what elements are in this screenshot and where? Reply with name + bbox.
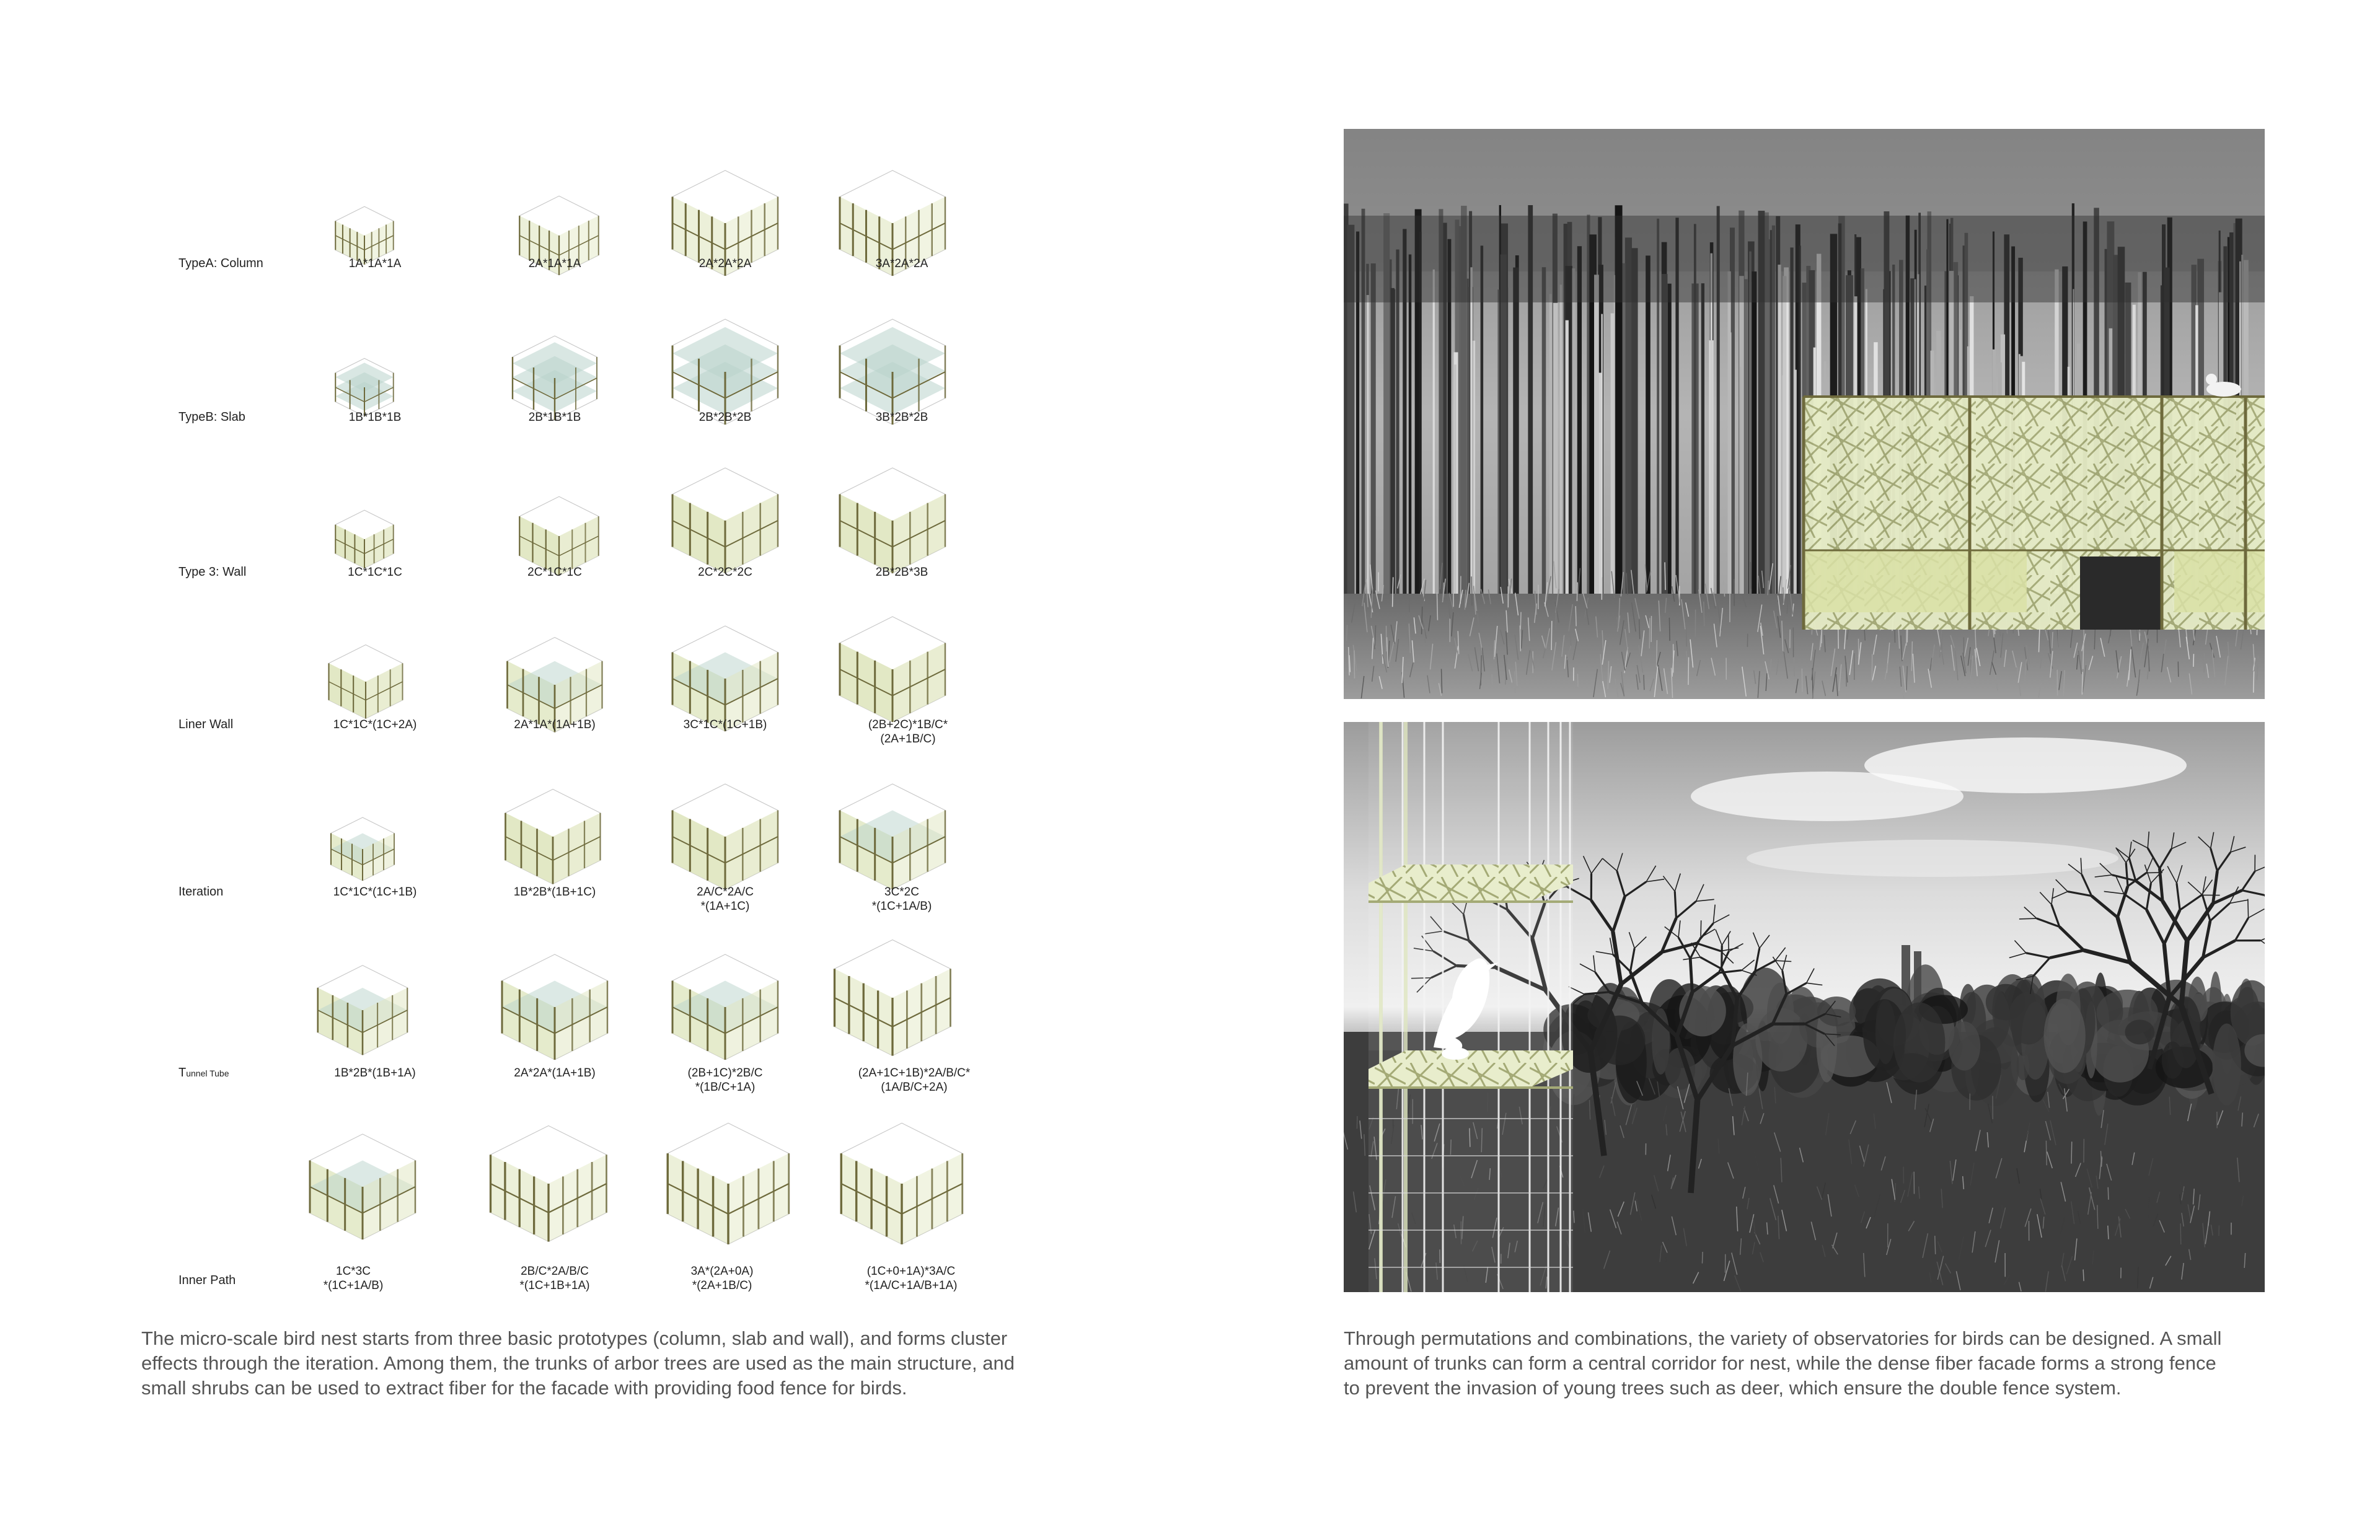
row-label-slab: TypeB: Slab <box>178 410 245 424</box>
module-label: 2B*2B*3B <box>875 566 928 579</box>
module-diagram <box>474 604 635 765</box>
module-diagram <box>645 926 806 1088</box>
module-label: 1B*1B*1B <box>348 411 402 424</box>
caption-line: Through permutations and combinations, the variety of observatories for birds can be designed. A small <box>1344 1327 2222 1349</box>
row-label-wall: Type 3: Wall <box>178 565 247 579</box>
module-diagram <box>645 143 806 304</box>
observation-tower <box>1368 722 1573 1292</box>
module-diagram <box>821 1103 982 1264</box>
module-label: 2C*2C*2C <box>698 566 752 579</box>
module-diagram <box>812 291 973 452</box>
module-label: 2A*2A*(1A+1B) <box>514 1067 596 1080</box>
module-diagram <box>645 598 806 759</box>
right-caption <box>1344 1326 2221 1401</box>
module-diagram <box>474 297 635 459</box>
module-diagram <box>478 155 640 316</box>
row-label-inner-path: Inner Path <box>178 1274 236 1287</box>
module-diagram <box>478 455 640 617</box>
module-diagram <box>282 1106 443 1267</box>
module-label: 2C*1C*1C <box>527 566 582 579</box>
caption-line: to prevent the invasion of young trees such as deer, which ensure the double fence system. <box>1344 1377 2122 1399</box>
module-label: 3C*2C *(1C+1A/B) <box>871 886 932 913</box>
module-diagram <box>284 307 445 468</box>
module-label: 1C*1C*(1C+2A) <box>333 718 417 731</box>
caption-line: The micro-scale bird nest starts from three basic prototypes (column, slab and wall), and forms cluster <box>141 1327 1008 1349</box>
module-label: 3A*2A*2A <box>875 257 928 270</box>
module-label: 1A*1A*1A <box>348 257 402 270</box>
row-label-initial: T <box>178 1066 187 1080</box>
module-diagram <box>812 143 973 304</box>
row-label-column: TypeA: Column <box>178 257 263 270</box>
module-label: 2A*2A*2A <box>699 257 752 270</box>
caption-line: small shrubs can be used to extract fiber for the facade with providing food fence for birds. <box>141 1377 907 1399</box>
module-diagram <box>284 459 445 620</box>
module-label: 2B*1B*1B <box>528 411 581 424</box>
module-label: 1B*2B*(1B+1C) <box>513 886 596 899</box>
module-diagram <box>282 768 443 930</box>
module-label: 1C*1C*(1C+1B) <box>333 886 417 899</box>
module-label: 3B*2B*2B <box>875 411 928 424</box>
module-label: 2B/C*2A/B/C *(1C+1B+1A) <box>519 1265 590 1292</box>
module-label: 1B*2B*(1B+1A) <box>334 1067 416 1080</box>
module-label: 3C*1C*(1C+1B) <box>683 718 767 731</box>
module-diagram <box>812 917 973 1078</box>
module-diagram <box>468 1103 629 1264</box>
caption-line: amount of trunks can form a central corridor for nest, while the dense fiber facade forms a strong fence <box>1344 1352 2216 1374</box>
row-label-liner-wall: Liner Wall <box>178 718 234 731</box>
module-label: 2B*2B*2B <box>699 411 752 424</box>
module-diagram <box>474 926 635 1088</box>
module-label: 3A*(2A+0A) *(2A+1B/C) <box>690 1265 754 1292</box>
module-label: (1C+0+1A)*3A/C *(1A/C+1A/B+1A) <box>865 1265 958 1292</box>
module-label: 1C*1C*1C <box>348 566 402 579</box>
module-label: 2A*1A*(1A+1B) <box>514 718 596 731</box>
row-label-tunnel-tube <box>178 1066 229 1080</box>
module-diagram <box>284 155 445 316</box>
module-label: (2A+1C+1B)*2A/B/C* (1A/B/C+2A) <box>858 1067 971 1094</box>
row-label-rest: unnel Tube <box>186 1068 229 1078</box>
module-diagram <box>285 601 446 762</box>
module-label: 2A*1A*1A <box>528 257 581 270</box>
row-label-iteration: Iteration <box>178 885 224 899</box>
module-diagram <box>648 1103 809 1264</box>
left-caption <box>141 1326 1015 1401</box>
module-label: (2B+2C)*1B/C* (2A+1B/C) <box>868 718 948 746</box>
module-label: (2B+1C)*2B/C *(1B/C+1A) <box>687 1067 763 1094</box>
module-label: 1C*3C *(1C+1A/B) <box>323 1265 384 1292</box>
module-diagram <box>645 291 806 452</box>
module-label: 2A/C*2A/C *(1A+1C) <box>697 886 754 913</box>
observatory-tower-render <box>1344 722 2265 1292</box>
caption-line: effects through the iteration. Among them, the trunks of arbor trees are used as the main structure, and <box>141 1352 1015 1374</box>
fiber-pavilion <box>1804 374 2265 630</box>
forest-pavilion-render <box>1344 129 2265 699</box>
